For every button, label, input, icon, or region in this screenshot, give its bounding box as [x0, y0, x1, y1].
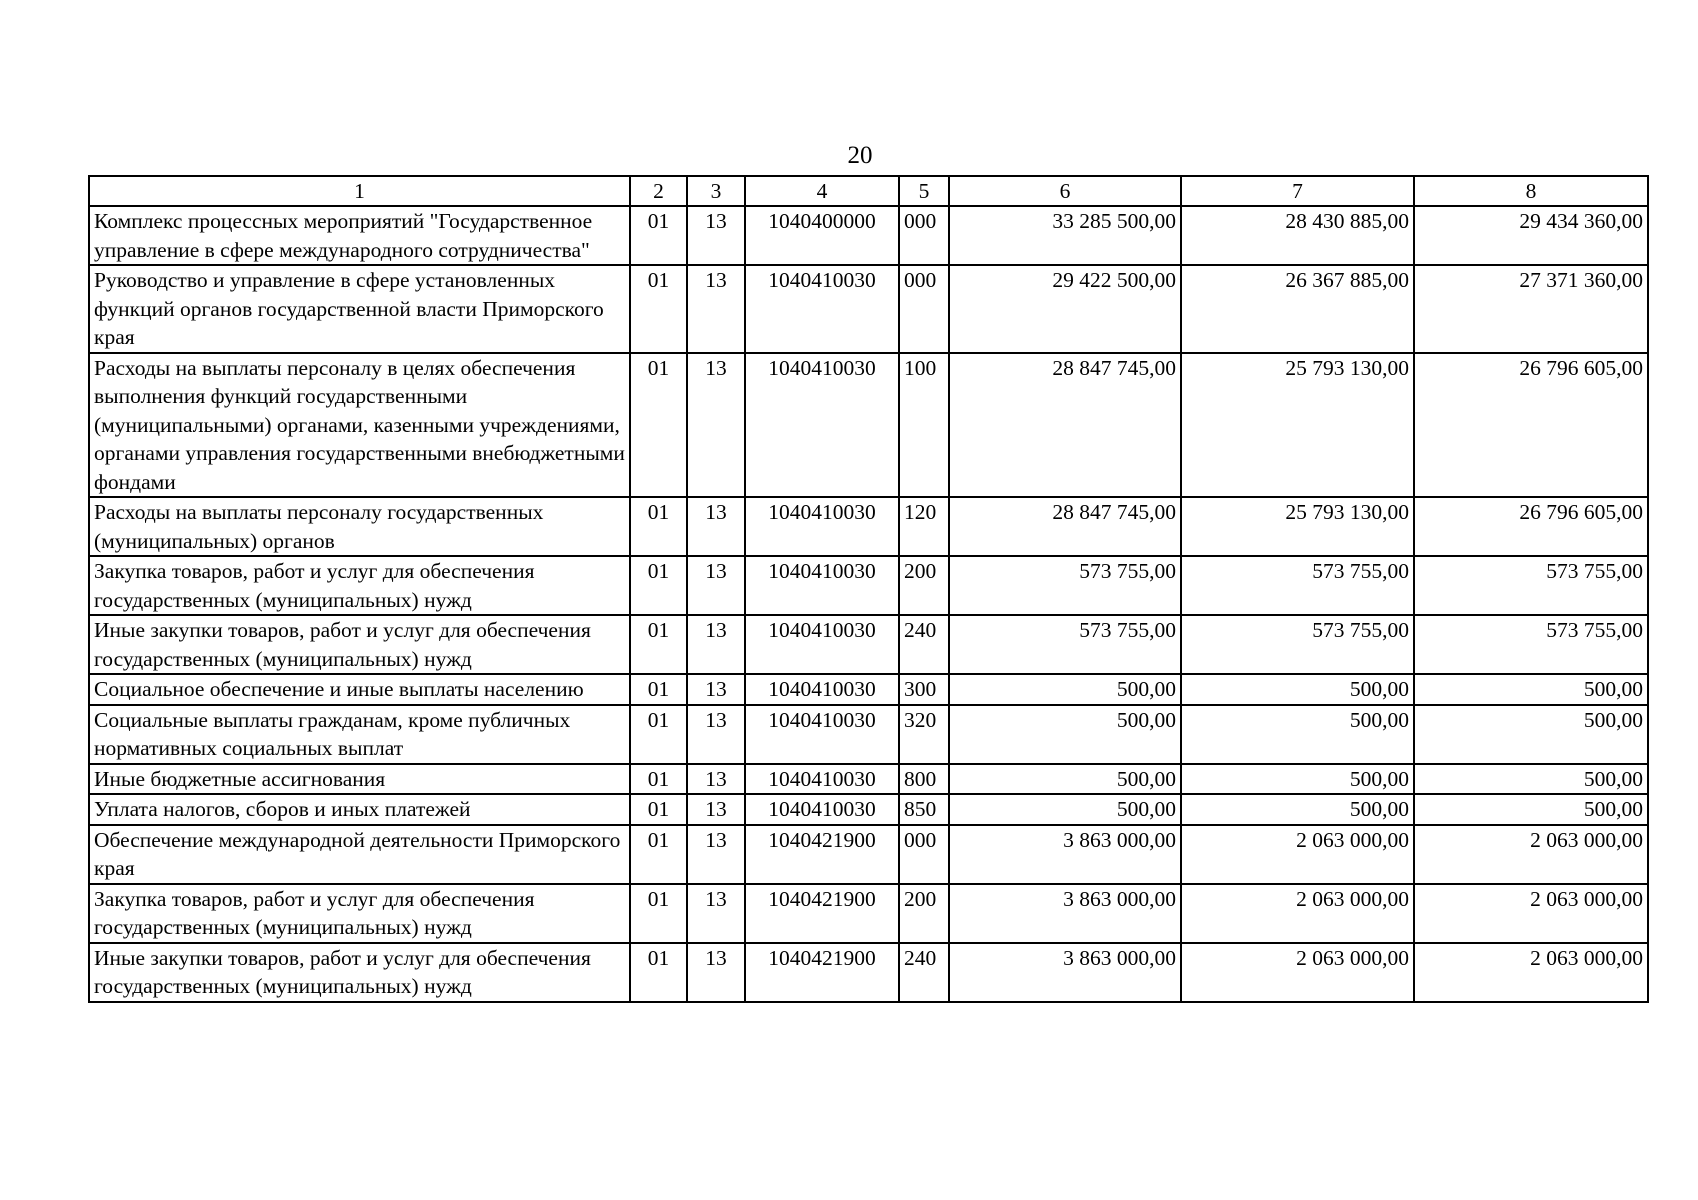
section-code-cell: 01: [630, 764, 687, 795]
amount-col7-cell: 573 755,00: [1181, 556, 1414, 615]
amount-col7-cell: 500,00: [1181, 764, 1414, 795]
amount-col8-cell: 573 755,00: [1414, 556, 1648, 615]
table-row: [89, 265, 1648, 353]
section-code-cell: 01: [630, 497, 687, 556]
amount-col8-cell: 26 796 605,00: [1414, 353, 1648, 498]
amount-col8-cell: 29 434 360,00: [1414, 206, 1648, 265]
section-code-cell: 01: [630, 615, 687, 674]
amount-col8-cell: 27 371 360,00: [1414, 265, 1648, 353]
amount-col7-cell: 28 430 885,00: [1181, 206, 1414, 265]
amount-col6-cell: 3 863 000,00: [949, 884, 1181, 943]
header-row: [89, 176, 1648, 206]
table-row: [89, 353, 1648, 498]
amount-col8-cell: 2 063 000,00: [1414, 884, 1648, 943]
budget-table: [88, 175, 1649, 1003]
table-row: [89, 825, 1648, 884]
amount-col6-cell: 3 863 000,00: [949, 943, 1181, 1002]
amount-col6-cell: 29 422 500,00: [949, 265, 1181, 353]
amount-col6-cell: 3 863 000,00: [949, 825, 1181, 884]
expense-name-cell: Руководство и управление в сфере установленных функций органов государственной власти Приморского края: [89, 265, 630, 353]
amount-col8-cell: 2 063 000,00: [1414, 943, 1648, 1002]
target-article-cell: 1040410030: [745, 556, 899, 615]
amount-col8-cell: 26 796 605,00: [1414, 497, 1648, 556]
section-code-cell: 01: [630, 794, 687, 825]
amount-col7-cell: 500,00: [1181, 705, 1414, 764]
expense-type-cell: 000: [899, 206, 949, 265]
section-code-cell: 01: [630, 353, 687, 498]
table-row: [89, 794, 1648, 825]
expense-type-cell: 100: [899, 353, 949, 498]
expense-name-cell: Закупка товаров, работ и услуг для обеспечения государственных (муниципальных) нужд: [89, 556, 630, 615]
expense-type-cell: 300: [899, 674, 949, 705]
target-article-cell: 1040410030: [745, 794, 899, 825]
expense-name-cell: Иные закупки товаров, работ и услуг для обеспечения государственных (муниципальных) нужд: [89, 615, 630, 674]
section-code-cell: 01: [630, 705, 687, 764]
amount-col8-cell: 500,00: [1414, 764, 1648, 795]
section-code-cell: 01: [630, 943, 687, 1002]
amount-col7-cell: 500,00: [1181, 674, 1414, 705]
expense-name-cell: Уплата налогов, сборов и иных платежей: [89, 794, 630, 825]
target-article-cell: 1040421900: [745, 825, 899, 884]
table-row: [89, 497, 1648, 556]
subsection-code-cell: 13: [687, 674, 745, 705]
amount-col6-cell: 573 755,00: [949, 556, 1181, 615]
section-code-cell: 01: [630, 265, 687, 353]
amount-col6-cell: 28 847 745,00: [949, 353, 1181, 498]
expense-type-cell: 240: [899, 615, 949, 674]
table-row: [89, 556, 1648, 615]
expense-name-cell: Социальные выплаты гражданам, кроме публичных нормативных социальных выплат: [89, 705, 630, 764]
target-article-cell: 1040410030: [745, 265, 899, 353]
target-article-cell: 1040410030: [745, 353, 899, 498]
section-code-cell: 01: [630, 674, 687, 705]
expense-name-cell: Социальное обеспечение и иные выплаты населению: [89, 674, 630, 705]
amount-col8-cell: 2 063 000,00: [1414, 825, 1648, 884]
subsection-code-cell: 13: [687, 764, 745, 795]
expense-type-cell: 800: [899, 764, 949, 795]
column-header: 8: [1414, 176, 1648, 206]
subsection-code-cell: 13: [687, 615, 745, 674]
page-number: 20: [847, 142, 873, 169]
subsection-code-cell: 13: [687, 497, 745, 556]
amount-col6-cell: 500,00: [949, 705, 1181, 764]
amount-col8-cell: 500,00: [1414, 794, 1648, 825]
expense-name-cell: Иные бюджетные ассигнования: [89, 764, 630, 795]
target-article-cell: 1040421900: [745, 884, 899, 943]
expense-type-cell: 000: [899, 825, 949, 884]
table-row: [89, 615, 1648, 674]
amount-col6-cell: 500,00: [949, 674, 1181, 705]
expense-name-cell: Расходы на выплаты персоналу в целях обеспечения выполнения функций государственными (муниципальными) органами, казенными учреждениями, органами управления государственными внебюджетными фондами: [89, 353, 630, 498]
target-article-cell: 1040410030: [745, 764, 899, 795]
amount-col7-cell: 573 755,00: [1181, 615, 1414, 674]
table-row: [89, 764, 1648, 795]
expense-type-cell: 000: [899, 265, 949, 353]
subsection-code-cell: 13: [687, 556, 745, 615]
expense-type-cell: 200: [899, 556, 949, 615]
amount-col6-cell: 28 847 745,00: [949, 497, 1181, 556]
target-article-cell: 1040410030: [745, 497, 899, 556]
amount-col7-cell: 25 793 130,00: [1181, 353, 1414, 498]
expense-type-cell: 320: [899, 705, 949, 764]
table-row: [89, 674, 1648, 705]
column-header: 5: [899, 176, 949, 206]
subsection-code-cell: 13: [687, 353, 745, 498]
amount-col7-cell: 26 367 885,00: [1181, 265, 1414, 353]
section-code-cell: 01: [630, 884, 687, 943]
amount-col7-cell: 2 063 000,00: [1181, 943, 1414, 1002]
target-article-cell: 1040410030: [745, 615, 899, 674]
subsection-code-cell: 13: [687, 794, 745, 825]
column-header: 6: [949, 176, 1181, 206]
subsection-code-cell: 13: [687, 825, 745, 884]
expense-type-cell: 850: [899, 794, 949, 825]
subsection-code-cell: 13: [687, 265, 745, 353]
expense-type-cell: 240: [899, 943, 949, 1002]
column-header: 4: [745, 176, 899, 206]
amount-col7-cell: 2 063 000,00: [1181, 825, 1414, 884]
table-body: [89, 206, 1648, 1002]
column-header: 3: [687, 176, 745, 206]
column-header: 1: [89, 176, 630, 206]
column-header: 7: [1181, 176, 1414, 206]
column-header: 2: [630, 176, 687, 206]
amount-col7-cell: 500,00: [1181, 794, 1414, 825]
amount-col6-cell: 33 285 500,00: [949, 206, 1181, 265]
target-article-cell: 1040400000: [745, 206, 899, 265]
expense-name-cell: Закупка товаров, работ и услуг для обеспечения государственных (муниципальных) нужд: [89, 884, 630, 943]
section-code-cell: 01: [630, 825, 687, 884]
amount-col7-cell: 25 793 130,00: [1181, 497, 1414, 556]
table-row: [89, 705, 1648, 764]
section-code-cell: 01: [630, 206, 687, 265]
subsection-code-cell: 13: [687, 705, 745, 764]
amount-col6-cell: 500,00: [949, 794, 1181, 825]
section-code-cell: 01: [630, 556, 687, 615]
expense-name-cell: Обеспечение международной деятельности Приморского края: [89, 825, 630, 884]
expense-type-cell: 120: [899, 497, 949, 556]
table-header: [89, 176, 1648, 206]
amount-col8-cell: 500,00: [1414, 674, 1648, 705]
amount-col6-cell: 500,00: [949, 764, 1181, 795]
subsection-code-cell: 13: [687, 943, 745, 1002]
table-row: [89, 884, 1648, 943]
target-article-cell: 1040421900: [745, 943, 899, 1002]
target-article-cell: 1040410030: [745, 674, 899, 705]
expense-name-cell: Расходы на выплаты персоналу государственных (муниципальных) органов: [89, 497, 630, 556]
amount-col8-cell: 500,00: [1414, 705, 1648, 764]
subsection-code-cell: 13: [687, 206, 745, 265]
target-article-cell: 1040410030: [745, 705, 899, 764]
table-row: [89, 943, 1648, 1002]
expense-name-cell: Иные закупки товаров, работ и услуг для обеспечения государственных (муниципальных) нужд: [89, 943, 630, 1002]
expense-name-cell: Комплекс процессных мероприятий "Государственное управление в сфере международного сотрудничества": [89, 206, 630, 265]
expense-type-cell: 200: [899, 884, 949, 943]
amount-col7-cell: 2 063 000,00: [1181, 884, 1414, 943]
amount-col8-cell: 573 755,00: [1414, 615, 1648, 674]
amount-col6-cell: 573 755,00: [949, 615, 1181, 674]
subsection-code-cell: 13: [687, 884, 745, 943]
table-row: [89, 206, 1648, 265]
